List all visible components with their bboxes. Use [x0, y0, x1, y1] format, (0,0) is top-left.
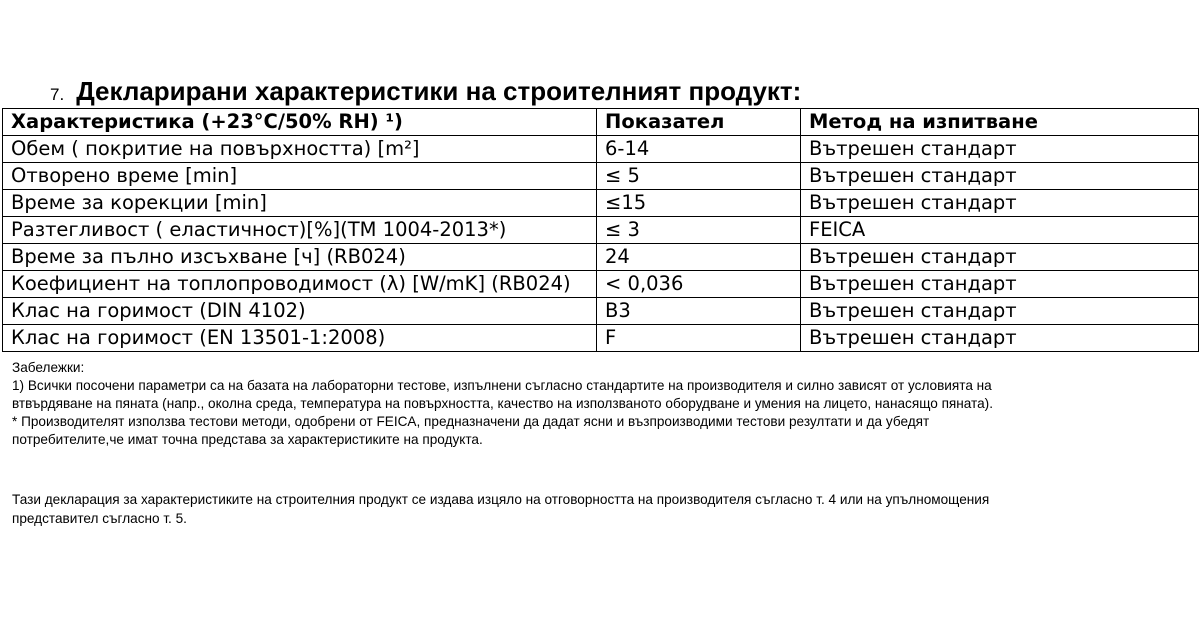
cell-test-method: Вътрешен стандарт: [801, 271, 1199, 298]
notes-section: [12, 359, 1187, 449]
note-2-line-2: потребителите,че имат точна представа за характеристиките на продукта.: [12, 432, 483, 447]
table-row: [3, 271, 1199, 298]
note-2-line-1: * Производителят използва тестови методи, одобрени от FEICA, предназначени да дадат ясни и възпроизводими тестови резултати и да убедят: [12, 414, 930, 429]
note-1-line-1: 1) Всички посочени параметри са на базата на лабораторни тестове, изпълнени съгласно стандартите на производителя и силно зависят от условията на: [12, 378, 992, 393]
cell-characteristic: Обем ( покритие на повърхността) [m²]: [3, 136, 597, 163]
characteristics-table: [2, 108, 1199, 352]
cell-characteristic: Клас на горимост (EN 13501-1:2008): [3, 325, 597, 352]
cell-value: ≤15: [597, 190, 801, 217]
cell-value: ≤ 5: [597, 163, 801, 190]
note-1-line-2: втвърдяване на пяната (напр., околна среда, температура на повърхността, качество на използваното оборудване и умения на лицето, нанасящо пяната).: [12, 396, 993, 411]
cell-test-method: Вътрешен стандарт: [801, 244, 1199, 271]
cell-value: F: [597, 325, 801, 352]
table-row: [3, 217, 1199, 244]
table-row: [3, 298, 1199, 325]
cell-test-method: Вътрешен стандарт: [801, 325, 1199, 352]
cell-characteristic: Разтегливост ( еластичност)[%](TM 1004-2013*): [3, 217, 597, 244]
cell-test-method: Вътрешен стандарт: [801, 190, 1199, 217]
declaration-statement: [12, 490, 1187, 528]
cell-value: 6-14: [597, 136, 801, 163]
cell-value: 24: [597, 244, 801, 271]
cell-characteristic: Време за корекции [min]: [3, 190, 597, 217]
cell-value: < 0,036: [597, 271, 801, 298]
notes-label: Забележки:: [12, 360, 85, 375]
section-number: 7.: [50, 85, 65, 104]
header-test-method: Метод на изпитване: [801, 109, 1199, 136]
cell-test-method: FEICA: [801, 217, 1199, 244]
cell-value: B3: [597, 298, 801, 325]
table-row: [3, 190, 1199, 217]
cell-characteristic: Време за пълно изсъхване [ч] (RB024): [3, 244, 597, 271]
cell-test-method: Вътрешен стандарт: [801, 163, 1199, 190]
header-value: Показател: [597, 109, 801, 136]
cell-test-method: Вътрешен стандарт: [801, 298, 1199, 325]
declaration-line-2: представител съгласно т. 5.: [12, 511, 187, 526]
cell-value: ≤ 3: [597, 217, 801, 244]
section-title: Декларирани характеристики на строителният продукт:: [76, 76, 802, 106]
table-row: [3, 325, 1199, 352]
cell-test-method: Вътрешен стандарт: [801, 136, 1199, 163]
declaration-line-1: Тази декларация за характеристиките на строителния продукт се издава изцяло на отговорността на производителя съгласно т. 4 или на упълномощения: [12, 492, 990, 507]
table-row: [3, 244, 1199, 271]
cell-characteristic: Клас на горимост (DIN 4102): [3, 298, 597, 325]
header-characteristic: Характеристика (+23°C/50% RH) ¹): [3, 109, 597, 136]
table-row: [3, 163, 1199, 190]
section-heading: [50, 76, 801, 107]
table-row: [3, 136, 1199, 163]
cell-characteristic: Отворено време [min]: [3, 163, 597, 190]
cell-characteristic: Коефициент на топлопроводимост (λ) [W/mK] (RB024): [3, 271, 597, 298]
table-header-row: [3, 109, 1199, 136]
